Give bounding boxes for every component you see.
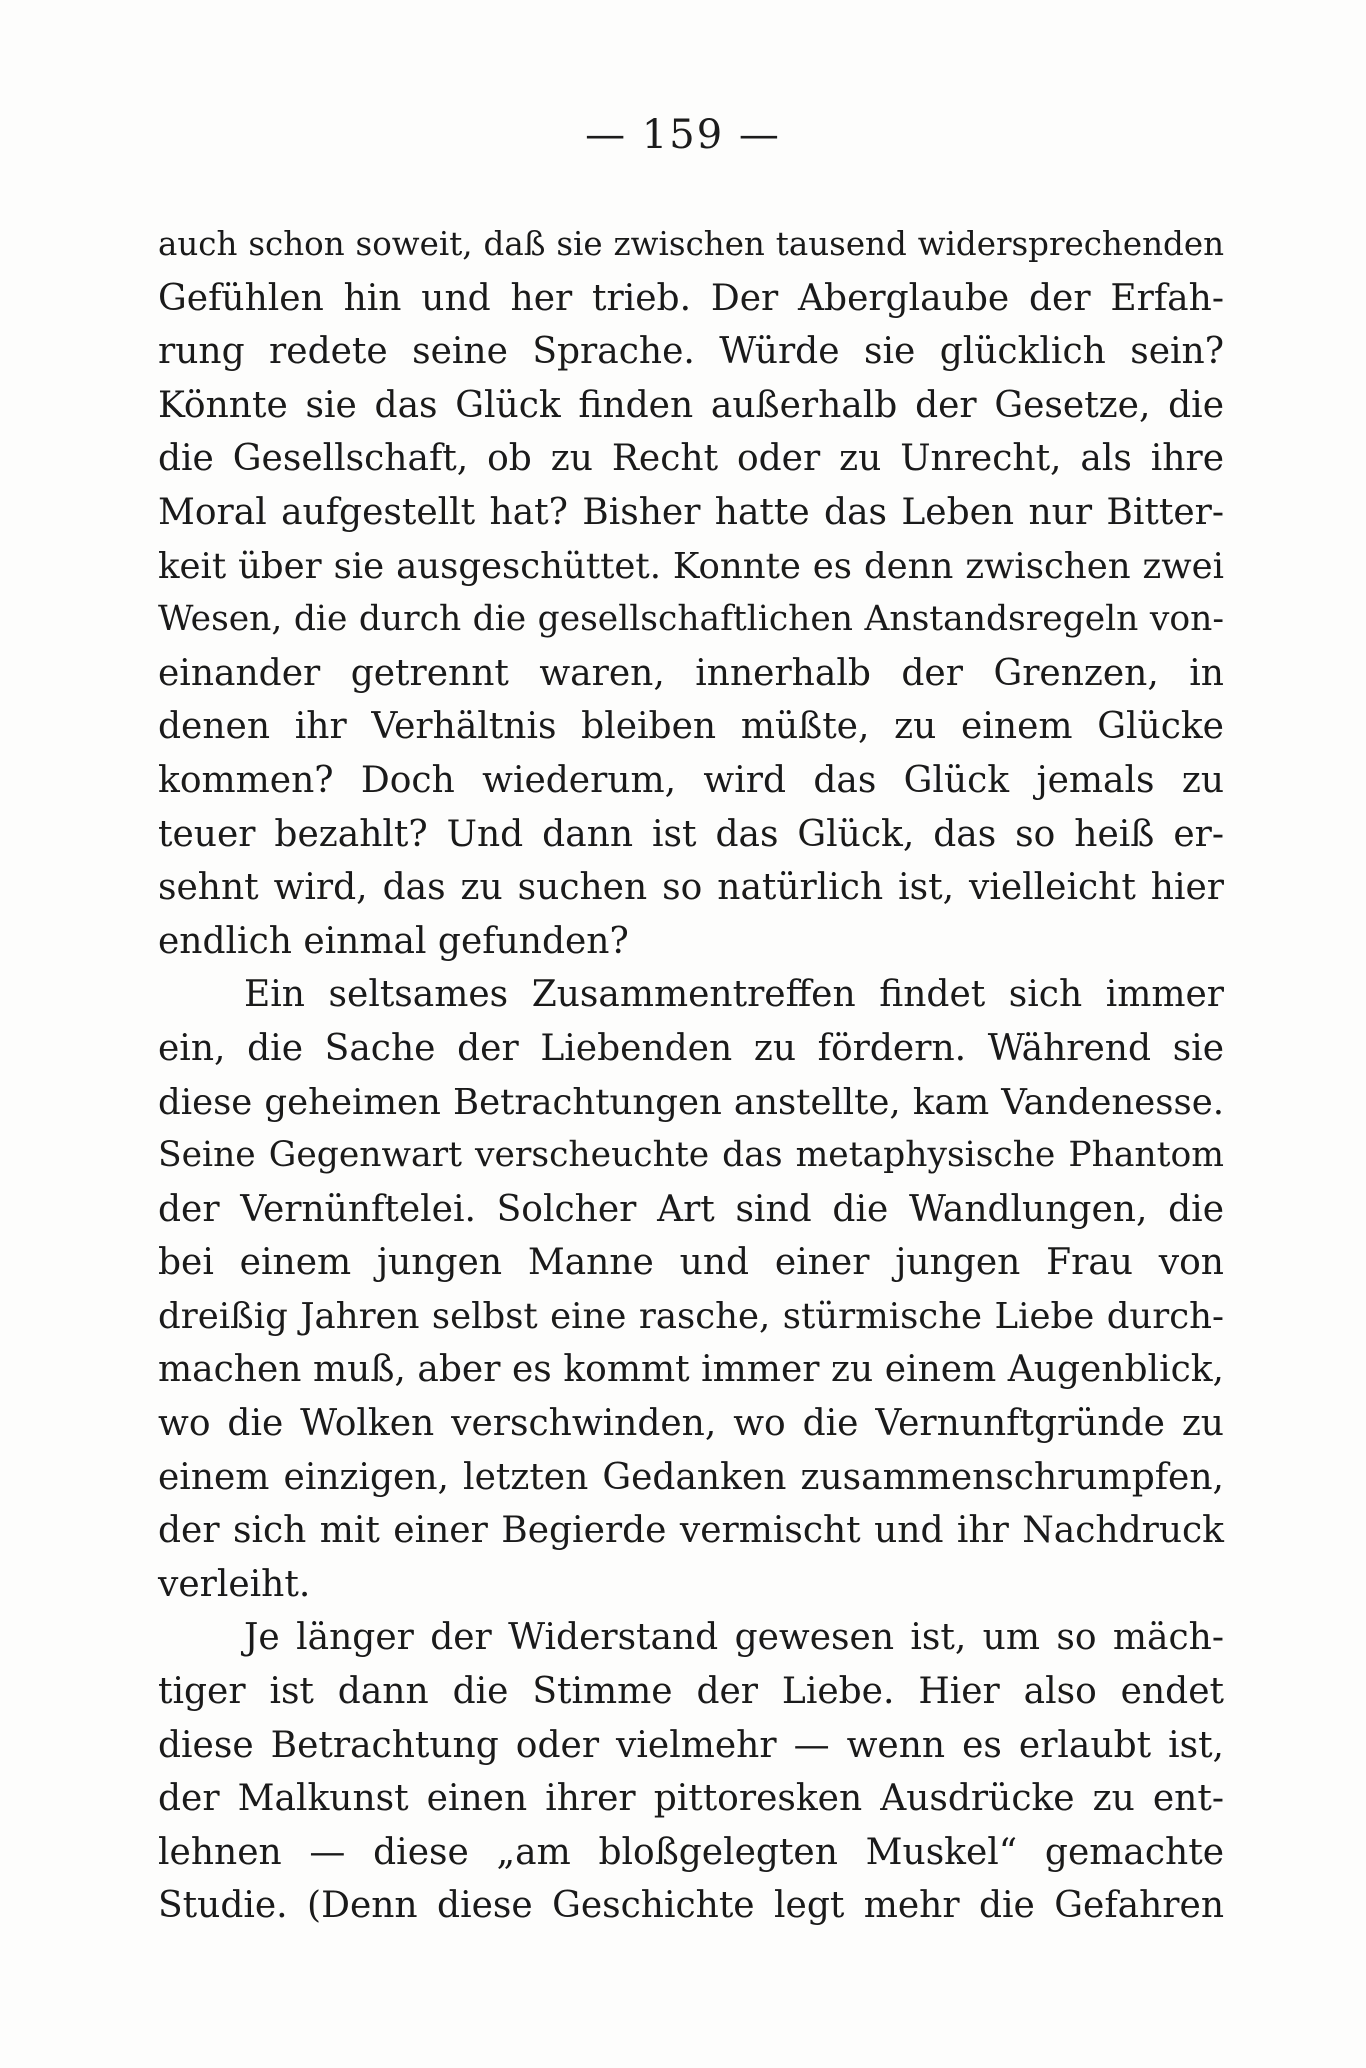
text-line: dreißig Jahren selbst eine rasche, stürmische Liebe durch-: [158, 1295, 1224, 1337]
text-line: bei einem jungen Manne und einer jungen Frau von: [158, 1242, 1224, 1284]
text-line: einander getrennt waren, innerhalb der Grenzen, in: [158, 652, 1224, 694]
text-line: die Gesellschaft, ob zu Recht oder zu Unrecht, als ihre: [158, 438, 1224, 480]
body-text: [158, 218, 1224, 1933]
text-line: ein, die Sache der Liebenden zu fördern. Während sie: [158, 1027, 1224, 1069]
text-line: einem einzigen, letzten Gedanken zusammenschrumpfen,: [158, 1456, 1224, 1498]
text-line: diese Betrachtung oder vielmehr — wenn es erlaubt ist,: [158, 1724, 1224, 1766]
text-line: tiger ist dann die Stimme der Liebe. Hier also endet: [158, 1671, 1224, 1713]
text-line: auch schon soweit, daß sie zwischen tausend widersprechenden: [158, 225, 1224, 263]
text-line: wo die Wolken verschwinden, wo die Vernunftgründe zu: [158, 1403, 1224, 1445]
text-line: rung redete seine Sprache. Würde sie glücklich sein?: [158, 331, 1224, 373]
text-line: der Vernünftelei. Solcher Art sind die Wandlungen, die: [158, 1188, 1224, 1230]
text-line: teuer bezahlt? Und dann ist das Glück, das so heiß er-: [158, 813, 1224, 855]
text-line: diese geheimen Betrachtungen anstellte, kam Vandenesse.: [158, 1081, 1224, 1123]
text-line: Ein seltsames Zusammentreffen findet sich immer: [244, 974, 1224, 1016]
text-line: verleiht.: [158, 1563, 311, 1605]
text-line: denen ihr Verhältnis bleiben müßte, zu einem Glücke: [158, 706, 1224, 748]
text-line: Seine Gegenwart verscheuchte das metaphysische Phantom: [158, 1135, 1224, 1176]
text-line: der sich mit einer Begierde vermischt und ihr Nachdruck: [158, 1510, 1224, 1552]
text-line: keit über sie ausgeschüttet. Konnte es denn zwischen zwei: [158, 545, 1224, 587]
text-line: Studie. (Denn diese Geschichte legt mehr die Gefahren: [158, 1885, 1224, 1927]
text-line: endlich einmal gefunden?: [158, 920, 629, 962]
text-line: Gefühlen hin und her trieb. Der Aberglaube der Erfah-: [158, 277, 1224, 319]
text-line: lehnen — diese „am bloßgelegten Muskel“ gemachte: [158, 1831, 1224, 1873]
text-line: Je länger der Widerstand gewesen ist, um so mäch-: [244, 1617, 1224, 1659]
text-line: Könnte sie das Glück finden außerhalb der Gesetze, die: [158, 384, 1224, 426]
page-number: — 159 —: [585, 112, 781, 158]
text-line: sehnt wird, das zu suchen so natürlich ist, vielleicht hier: [158, 867, 1224, 909]
text-line: der Malkunst einen ihrer pittoresken Ausdrücke zu ent-: [158, 1778, 1224, 1820]
text-line: kommen? Doch wiederum, wird das Glück jemals zu: [158, 759, 1224, 801]
text-line: Wesen, die durch die gesellschaftlichen Anstandsregeln von-: [158, 599, 1224, 640]
text-line: machen muß, aber es kommt immer zu einem Augenblick,: [158, 1349, 1224, 1391]
text-line: Moral aufgestellt hat? Bisher hatte das Leben nur Bitter-: [158, 491, 1224, 533]
